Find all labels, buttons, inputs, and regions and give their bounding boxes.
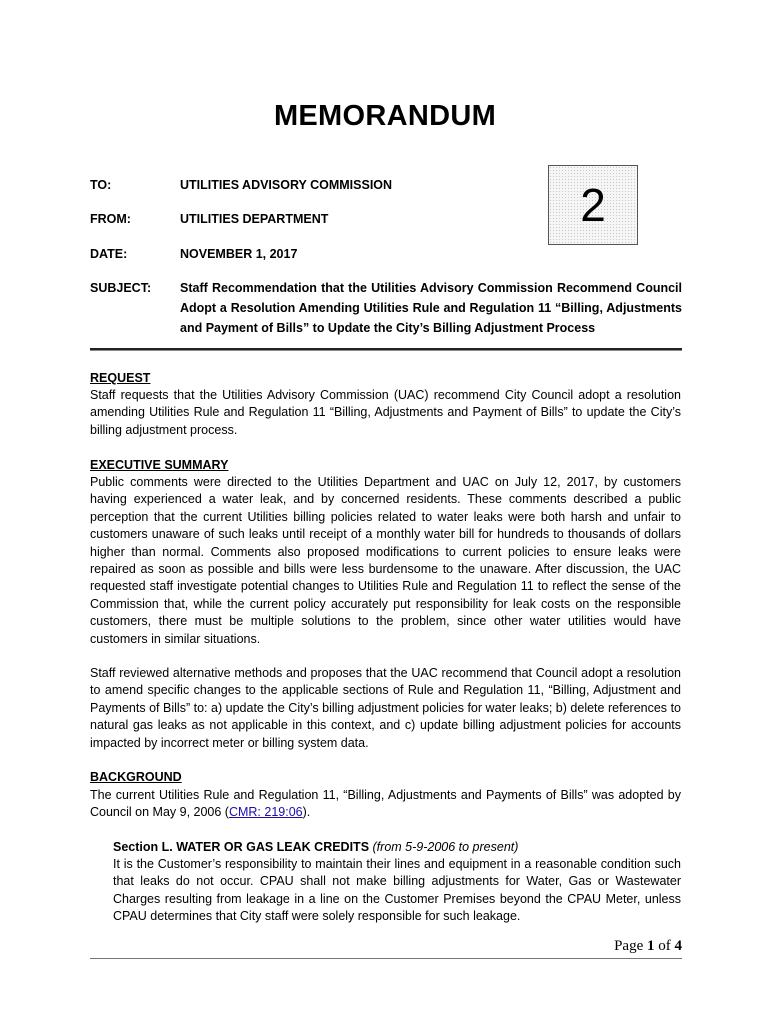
to-value: UTILITIES ADVISORY COMMISSION bbox=[180, 178, 393, 192]
executive-summary-paragraph-1: Public comments were directed to the Utilities Department and UAC on July 12, 2017, by customers having experienced a water leak, and by concerned residents. These comments described a public perception that the current Utilities billing policies related to water leaks were both harsh and unfair to customers unaware of such leaks until receipt of a monthly water bill for hundreds to thousands of dollars higher than normal. Comments also proposed modifications to current policies to ensure leaks were repaired as soon as possible and bills were less burdensome to the unaware. After discussion, the UAC requested staff investigate potential changes to Utilities Rule and Regulation 11 to reflect the sense of the Commission that, while the current policy accurately put responsibility for leak costs on the responsible customers, there must be multiple solutions to the problem, since other water utilities would have customers in similar situations. bbox=[90, 475, 681, 646]
subject-value: Staff Recommendation that the Utilities Advisory Commission Recommend Council Adopt a Resolution Amending Utilities Rule and Regulation 11 “Billing, Adjustments and Payment of Bills” to Update the City’s Billing Adjustment Process bbox=[180, 281, 682, 335]
subject-label: SUBJECT: bbox=[90, 281, 152, 295]
leak-credits-section bbox=[113, 839, 681, 856]
page-total: 4 bbox=[674, 938, 682, 954]
page-word: Page bbox=[614, 938, 644, 954]
page-footer bbox=[614, 938, 682, 955]
cmr-link[interactable]: CMR: 219:06 bbox=[228, 805, 303, 820]
from-label: FROM: bbox=[90, 212, 131, 226]
background-body-text: The current Utilities Rule and Regulation 11, “Billing, Adjustments and Payments of Bills” was adopted by Council on May 9, 2006 ( bbox=[90, 788, 681, 820]
leak-credits-section-note: (from 5-9-2006 to present) bbox=[372, 840, 519, 854]
date-value: NOVEMBER 1, 2017 bbox=[180, 247, 298, 261]
agenda-item-number-badge: 2 bbox=[548, 165, 638, 245]
to-label: TO: bbox=[90, 178, 112, 192]
of-word: of bbox=[658, 938, 671, 954]
header-divider bbox=[90, 348, 682, 351]
background-body bbox=[90, 787, 681, 822]
footer-divider bbox=[90, 958, 682, 959]
background-heading: BACKGROUND bbox=[90, 770, 182, 784]
leak-credits-section-title: Section L. WATER OR GAS LEAK CREDITS bbox=[113, 840, 370, 854]
page-number: 1 bbox=[647, 938, 655, 954]
background-body-end: ). bbox=[302, 805, 311, 820]
memo-title: MEMORANDUM bbox=[273, 100, 497, 132]
request-body: Staff requests that the Utilities Advisory Commission (UAC) recommend City Council adopt a resolution amending Utilities Rule and Regulation 11 “Billing, Adjustments and Payment of Bills” to update the City’s billing adjustment process. bbox=[90, 388, 681, 437]
executive-summary-paragraph-2: Staff reviewed alternative methods and proposes that the UAC recommend that Council adopt a resolution to amend specific changes to the applicable sections of Rule and Regulation 11, “Billing, Adjustment and Payments of Bills” to: a) update the City’s billing adjustment policies for water leaks; b) delete references to natural gas leaks as not applicable in this context, and c) update billing adjustment policies for accounts impacted by incorrect meter or billing system data. bbox=[90, 666, 681, 750]
executive-summary-heading: EXECUTIVE SUMMARY bbox=[90, 458, 229, 472]
leak-credits-section-body: It is the Customer’s responsibility to maintain their lines and equipment in a reasonable condition such that leaks do not occur. CPAU shall not make billing adjustments for Water, Gas or Wastewater Charges resulting from leakage in a line on the Customer Premises beyond the CPAU Meter, unless CPAU determines that City staff were solely responsible for such leakage. bbox=[113, 857, 681, 924]
request-heading: REQUEST bbox=[90, 371, 151, 385]
date-label: DATE: bbox=[90, 247, 128, 261]
from-value: UTILITIES DEPARTMENT bbox=[180, 212, 329, 226]
